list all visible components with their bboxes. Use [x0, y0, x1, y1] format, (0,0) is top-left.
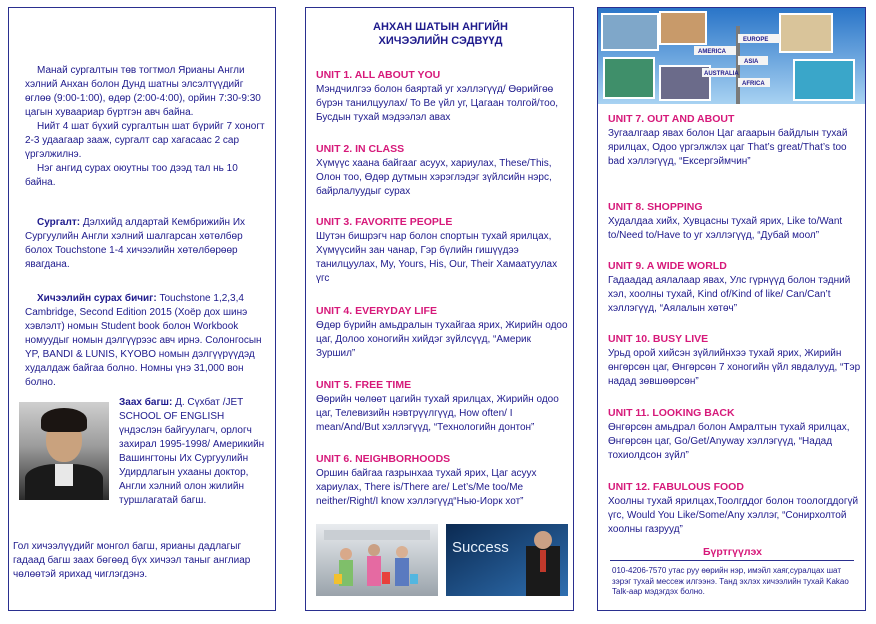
- sign-australia: AUSTRALIA: [704, 71, 739, 77]
- sign-asia: ASIA: [744, 59, 759, 65]
- unit-text: Гадаадад аялалаар явах, Улс гүрнүүд болон тэдний хэл, хоолны тухай, Kind of/Kind of like/ Can/Can’t хэллэгүүд, “Аялалын хөтөч”: [608, 275, 851, 314]
- info-text-2: Нэг ангид сурах оюутны тоо дээд тал нь 10 байна.: [25, 163, 238, 188]
- unit-6: [316, 452, 570, 509]
- training-label: Сургалт:: [37, 217, 81, 228]
- middle-panel: [305, 7, 574, 611]
- unit-text: Шутэн бишрэгч нар болон спортын тухай ярилцах, Хүмүүсийн зан чанар, Гэр бүлийн гишүүдээ танилцуулах, My, Yours, His, Our, Their Хамаатуулах үгс: [316, 231, 558, 284]
- unit-4: [316, 304, 570, 361]
- intro-section: [25, 64, 265, 190]
- unit-11: [608, 406, 862, 463]
- unit-title: UNIT 1. ALL ABOUT YOU: [316, 69, 441, 81]
- textbook-label: Хичээлийн сурах бичиг:: [37, 293, 157, 304]
- info-text-1: Нийт 4 шат бүхий сургалтын шат бүрийг 7 хоногт 2-3 удаагаар зааж, сургалт сар хагасаас 2 сар үргэлжилнэ.: [25, 121, 265, 160]
- training-text: Дэлхийд алдартай Кембрижийн Их Сургуулийн Англи хэлний шалгарсан хөтөлбөр болох Touchstone 1-4 хичээлийн хөтөлбөрөөр явагдана.: [25, 217, 246, 270]
- unit-title: UNIT 7. OUT AND ABOUT: [608, 113, 735, 125]
- register-text: 010-4206-7570 утас руу өөрийн нэр, имэйл хаяг,суралцах шат зэрэг тухай мессеж илгээнэ. Танд эхлэх хичээлийн тухай Kakao Talk-аар мэдэгдэх болно.: [612, 566, 849, 596]
- unit-text: Хоолны тухай ярилцах,Тоолгддог болон тоологддогүй үгс, Would You Like/Some/Any хэллэг, “Сонирхолтой хоолны газрууд”: [608, 496, 859, 535]
- unit-text: Зугаалгаар явах болон Цаг агаарын байдлын тухай ярилцах, Одоо үргэлжлэх цаг That’s great/That’s too bad хэллэгүүд, “Ексергэймчин”: [608, 128, 848, 167]
- left-panel: [8, 7, 276, 611]
- unit-3: [316, 215, 570, 286]
- unit-7: [608, 112, 862, 169]
- unit-text: Өдөр бүрийн амьдралын тухайгаа ярих, Жирийн одоо цаг, Долоо хоногийн хийдэг зүйлсүүд, “Америк Зуршил”: [316, 320, 568, 359]
- unit-title: UNIT 4. EVERYDAY LIFE: [316, 305, 437, 317]
- title-line-2: ХИЧЭЭЛИЙН СЭДВҮҮД: [378, 35, 503, 47]
- unit-12: [608, 480, 862, 537]
- right-panel: [597, 7, 866, 611]
- sign-africa: AFRICA: [742, 81, 765, 87]
- teacher-text: Д. Сүхбат /JET SCHOOL OF ENGLISH үндэслэн байгуулагч, орлогч захирал 1995-1998/ Америкийн Вашингтоны Их Сургуулийн Удирдлагын ухааны доктор, Англи хэлний олон жилийн туршлагатай багш.: [119, 397, 265, 506]
- unit-title: UNIT 10. BUSY LIVE: [608, 333, 709, 345]
- unit-title: UNIT 3. FAVORITE PEOPLE: [316, 216, 453, 228]
- unit-8: [608, 200, 862, 243]
- unit-title: UNIT 6. NEIGHBORHOODS: [316, 453, 451, 465]
- unit-text: Өөрийн чөлөөт цагийн тухай ярилцах, Жирийн одоо цаг, Телевизийн нэвтрүүлгүүд, How often/ I mean/And/But хэллэгүүд, “Технологийн донтон”: [316, 394, 559, 433]
- teacher-label: Заах багш:: [119, 397, 173, 408]
- textbook-section: [25, 292, 265, 390]
- unit-2: [316, 142, 570, 199]
- unit-title: UNIT 12. FABULOUS FOOD: [608, 481, 744, 493]
- success-word: Success: [452, 539, 509, 556]
- travel-collage-image: [598, 8, 866, 104]
- title-line-1: АНХАН ШАТЫН АНГИЙН: [373, 21, 508, 33]
- register-divider: [610, 560, 854, 561]
- unit-title: UNIT 9. A WIDE WORLD: [608, 260, 727, 272]
- unit-text: Худалдаа хийх, Хувцасны тухай ярих, Like to/Want to/Need to/Have to уг хэллэгүүд, “Дубай моол”: [608, 216, 843, 241]
- unit-text: Урьд орой хийсэн зүйлийнхээ тухай ярих, Жирийн өнгөрсөн цаг, Өнгөрсөн 7 хоногийн үйл явдалууд, “Тэр надад зөвшөөрсөн”: [608, 348, 861, 387]
- page-title: [306, 20, 574, 48]
- unit-text: Хүмүүс хаана байгааг асуух, хариулах, These/This, Олон тоо, Өдөр дутмын хэрэглэдэг зүйлсийн нэрс, байрлалуудыг сурах: [316, 158, 552, 197]
- footer-text: Гол хичээлүүдийг монгол багш, ярианы дадлагыг гадаад багш заах бөгөөд бүх хичээл таныг англиар чөлөөтэй ярихад чиглэгдэнэ.: [13, 541, 251, 580]
- register-title: Бүртгүүлэх: [702, 546, 763, 558]
- footer-note: [13, 540, 267, 582]
- unit-1: [316, 68, 570, 125]
- unit-title: UNIT 5. FREE TIME: [316, 379, 412, 391]
- sign-america: AMERICA: [698, 49, 726, 55]
- unit-title: UNIT 2. IN CLASS: [316, 143, 405, 155]
- teacher-section: [119, 396, 267, 508]
- training-section: [25, 216, 265, 272]
- unit-text: Оршин байгаа газрынхаа тухай ярих, Цаг асуух хариулах, There is/There are/ Let’s/Me too/Me neither/Right/I know хэллэгүүд“Нью-Иорк хот”: [316, 468, 537, 507]
- unit-9: [608, 259, 862, 316]
- textbook-text: Touchstone 1,2,3,4 Cambridge, Second Edition 2015 (Хоёр дох шинэ хэвлэлт) номын Student book болон Workbook номуудыг номын дэлгүүрээс авч ирнэ. Солонгосын YP, BANDI & LUNIS, KYOBO номын дэлгүүрүүдэд худалдаж байгаа болно. Номны үнэ 31,000 вон болно.: [25, 293, 262, 388]
- unit-10: [608, 332, 862, 389]
- shopping-success-image: [316, 524, 568, 596]
- unit-5: [316, 378, 570, 435]
- teacher-photo: [19, 402, 109, 500]
- unit-text: Өнгөрсөн амьдрал болон Амралтын тухай ярилцах, Өнгөрсөн цаг, Go/Get/Anyway хэллэгүүд, “Надад тохиолдсон зүйл”: [608, 422, 850, 461]
- unit-text: Мэндчилгээ болон баяртай уг хэллэгүүд/ Өөрийгөө бүрэн танилцуулах/ To Be үйл уг, Цагаан толгой/тоо, Бусдын тухай мэдээлэл авах: [316, 84, 559, 123]
- unit-title: UNIT 11. LOOKING BACK: [608, 407, 735, 419]
- sign-europe: EUROPE: [743, 37, 769, 43]
- intro-text: Манай сургалтын төв тогтмол Ярианы Англи хэлний Анхан болон Дунд шатны элсэлтүүдийг өглөө (9:00-1:00), өдөр (2:00-4:00), орйин 7:30-9:30 цагын хуваариар бүртгэн авч байна.: [25, 65, 261, 118]
- unit-title: UNIT 8. SHOPPING: [608, 201, 703, 213]
